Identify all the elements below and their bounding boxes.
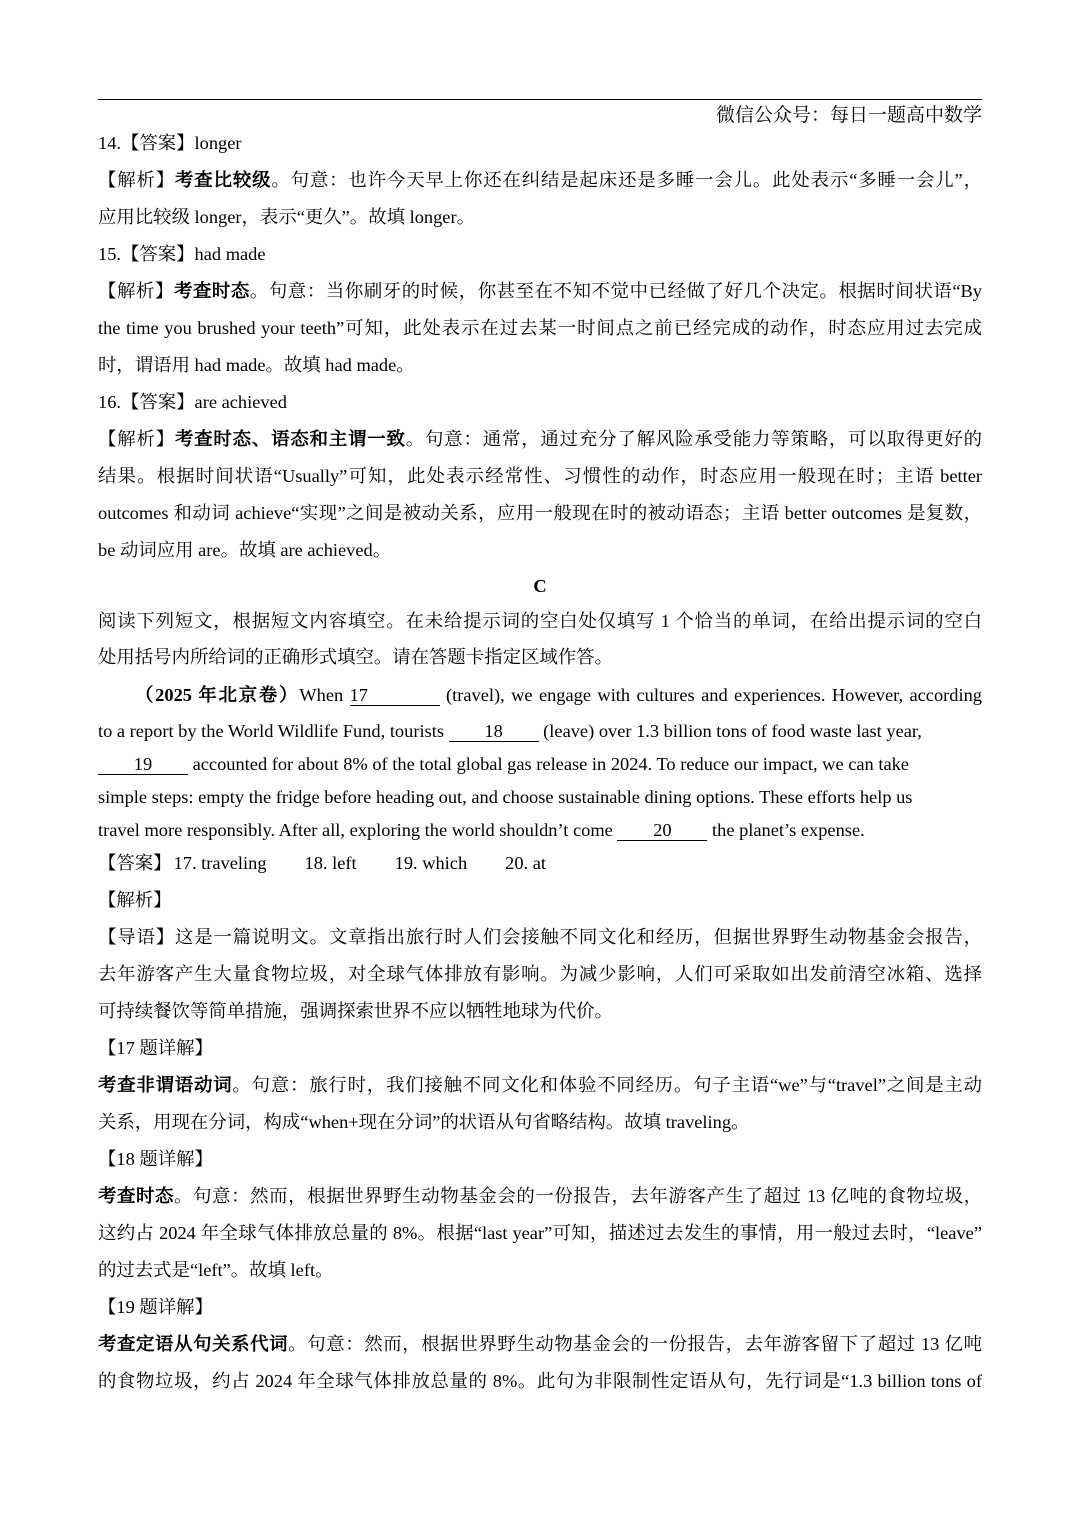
answer-item: 17. traveling <box>173 853 267 873</box>
detail-line: 关系，用现在分词，构成“when+现在分词”的状语从句省略结构。故填 traveling。 <box>98 1112 750 1132</box>
q15-analysis-line <box>98 279 982 303</box>
q15-analysis-line: 时，谓语用 had made。故填 had made。 <box>98 355 415 375</box>
analysis-label: 【解析】 <box>98 429 175 449</box>
q16-answer: 16.【答案】are achieved <box>98 392 287 412</box>
passage-text: (travel), we engage with cultures and experiences. However, according <box>439 685 982 705</box>
passage-text: travel more responsibly. After all, exploring the world shouldn’t come <box>98 820 618 840</box>
header-rule <box>98 99 982 100</box>
analysis-label: 【解析】 <box>98 281 174 301</box>
answer-item: 19. which <box>394 853 468 873</box>
answer-item: 18. left <box>304 853 357 873</box>
q14-analysis-line <box>98 168 982 192</box>
blank-19: 19 <box>98 754 188 775</box>
answer-item: 20. at <box>505 853 547 873</box>
detail-line: 的过去式是“left”。故填 left。 <box>98 1260 334 1280</box>
intro-line <box>98 925 982 949</box>
blank-20: 20 <box>617 820 707 841</box>
intro-label: 【导语】 <box>98 927 175 947</box>
analysis-text: 。句意：当你刷牙的时候，你甚至在不知不觉中已经做了好几个决定。根据时间状语“By <box>249 281 982 301</box>
analysis-text: 。句意：也许今天早上你还在纠结是起床还是多睡一会儿。此处表示“多睡一会儿”， <box>271 170 982 190</box>
q14-analysis-line: 应用比较级 longer，表示“更久”。故填 longer。 <box>98 207 475 227</box>
section-title: C <box>533 576 547 596</box>
q16-analysis-line: 结果。根据时间状语“Usually”可知，此处表示经常性、习惯性的动作，时态应用一般现在时；主语 better <box>98 466 982 486</box>
answers-line <box>98 851 982 875</box>
analysis-point: 考查比较级 <box>175 170 272 190</box>
detail-text: 。句意：然而，根据世界野生动物基金会的一份报告，去年游客产生了超过 13 亿吨的食物垃圾， <box>174 1186 982 1206</box>
passage-source: （2025 年北京卷） <box>135 685 300 705</box>
analysis-text: 。句意：通常，通过充分了解风险承受能力等策略，可以取得更好的 <box>405 429 982 449</box>
passage-text: to a report by the World Wildlife Fund, tourists <box>98 721 449 741</box>
detail-point: 考查定语从句关系代词 <box>98 1334 289 1354</box>
intro-line: 去年游客产生大量食物垃圾，对全球气体排放有影响。为减少影响，人们可采取如出发前清空冰箱、选择 <box>98 964 982 984</box>
detail-point: 考查非谓语动词 <box>98 1075 233 1095</box>
q16-analysis-line <box>98 427 982 451</box>
passage-text: (leave) over 1.3 billion tons of food waste last year, <box>538 721 922 741</box>
instructions-line: 处用括号内所给词的正确形式填空。请在答题卡指定区域作答。 <box>98 647 613 667</box>
detail-line: 这约占 2024 年全球气体排放总量的 8%。根据“last year”可知，描述过去发生的事情，用一般过去时，“leave” <box>98 1223 982 1243</box>
analysis-label: 【解析】 <box>98 170 176 190</box>
passage-line <box>98 818 982 842</box>
analysis-point: 考查时态、语态和主谓一致 <box>174 429 406 449</box>
wechat-account-header: 微信公众号：每日一题高中数学 <box>715 104 982 126</box>
q15-answer: 15.【答案】had made <box>98 244 266 264</box>
passage-line <box>98 683 982 707</box>
detail-title: 【18 题详解】 <box>98 1149 213 1169</box>
detail-text: 。句意：旅行时，我们接触不同文化和体验不同经历。句子主语“we”与“travel”之间是主动 <box>232 1075 982 1095</box>
detail-line <box>98 1073 982 1097</box>
q16-analysis-line: outcomes 和动词 achieve“实现”之间是被动关系，应用一般现在时的被动语态；主语 better outcomes 是复数， <box>98 503 982 523</box>
passage-text: the planet’s expense. <box>707 820 865 840</box>
q14-answer: 14.【答案】longer <box>98 133 242 153</box>
detail-title: 【17 题详解】 <box>98 1038 213 1058</box>
q16-analysis-line: be 动词应用 are。故填 are achieved。 <box>98 540 392 560</box>
passage-line <box>98 752 982 776</box>
detail-line <box>98 1332 982 1356</box>
detail-line: 的食物垃圾，约占 2024 年全球气体排放总量的 8%。此句为非限制性定语从句，先行词是“1.3 billion tons of <box>98 1371 982 1391</box>
instructions-line: 阅读下列短文，根据短文内容填空。在未给提示词的空白处仅填写 1 个恰当的单词，在给出提示词的空白 <box>98 611 982 631</box>
blank-18: 18 <box>449 721 539 742</box>
detail-text: 。句意：然而，根据世界野生动物基金会的一份报告，去年游客留下了超过 13 亿吨 <box>288 1334 982 1354</box>
analysis-heading: 【解析】 <box>98 890 172 910</box>
detail-point: 考查时态 <box>98 1186 175 1206</box>
passage-text: When <box>299 685 350 705</box>
intro-line: 可持续餐饮等简单措施，强调探索世界不应以牺牲地球为代价。 <box>98 1001 613 1021</box>
answers-label: 【答案】 <box>98 853 172 873</box>
passage-text: accounted for about 8% of the total global gas release in 2024. To reduce our impact, we can take <box>188 754 909 774</box>
passage-line: simple steps: empty the fridge before heading out, and choose sustainable dining options. These efforts help us <box>98 787 913 807</box>
intro-text: 这是一篇说明文。文章指出旅行时人们会接触不同文化和经历，但据世界野生动物基金会报告， <box>174 927 982 947</box>
blank-17: 17 <box>350 685 440 706</box>
detail-line <box>98 1184 982 1208</box>
q15-analysis-line: the time you brushed your teeth”可知，此处表示在过去某一时间点之前已经完成的动作，时态应用过去完成 <box>98 318 982 338</box>
detail-title: 【19 题详解】 <box>98 1297 213 1317</box>
analysis-point: 考查时态 <box>173 281 250 301</box>
passage-line <box>98 719 982 743</box>
